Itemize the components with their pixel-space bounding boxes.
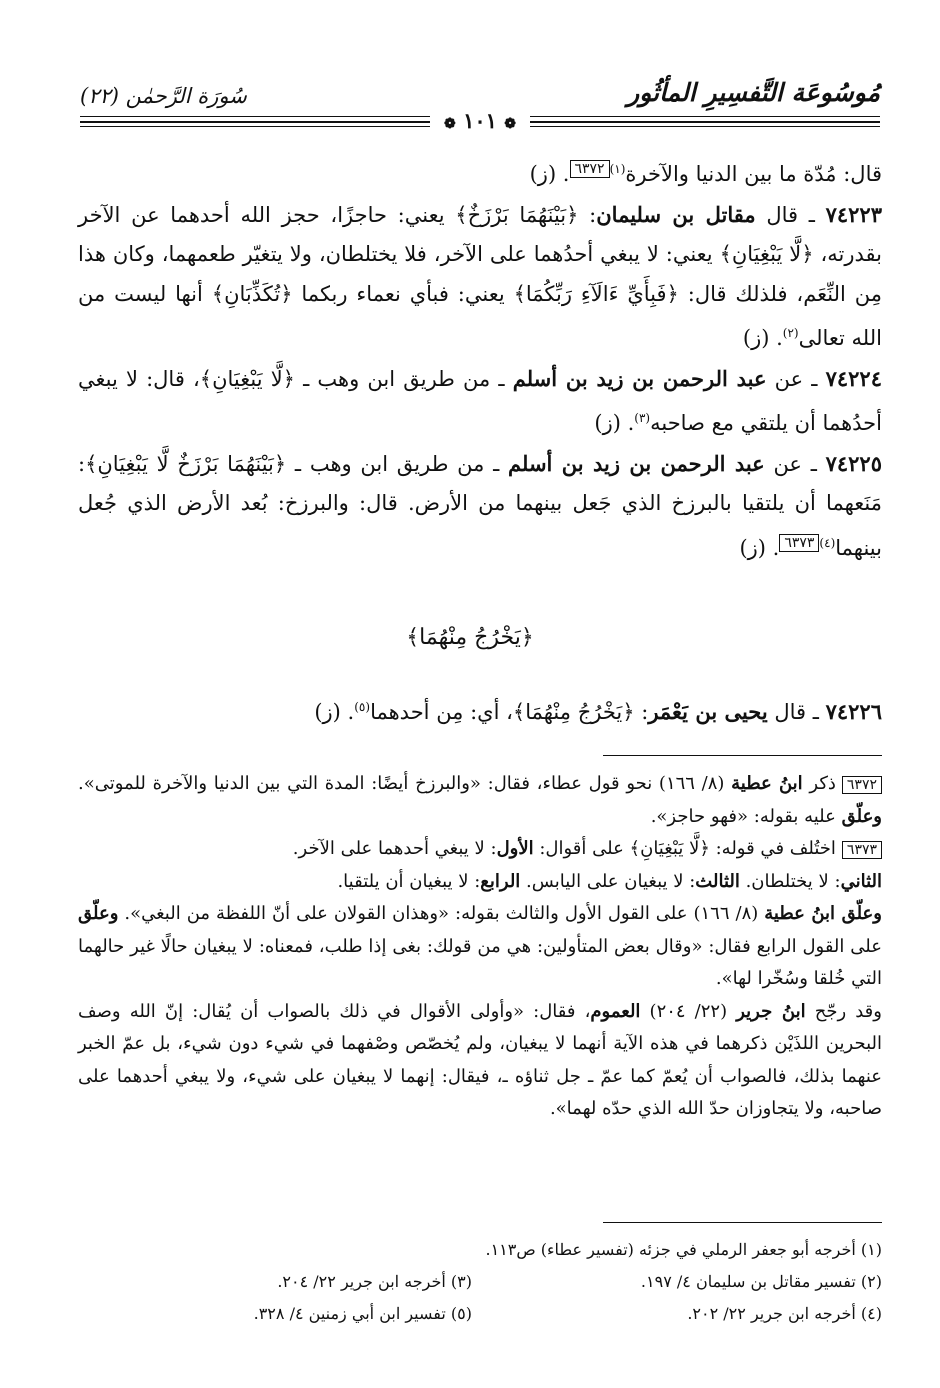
comment-line (78, 898, 882, 996)
bold-term: الرابع (480, 870, 521, 892)
quran-quote: ﴿لَّا يَبْغِيَانِ﴾ (719, 242, 814, 266)
text: : لا يختلطان. (739, 870, 841, 892)
text: . (ز) (314, 700, 355, 724)
narration-number: ٧٤٢٢٣ (825, 201, 882, 227)
comment-ref-box: ٦٣٧٢ (570, 160, 610, 178)
comment-line (78, 866, 882, 899)
narrator-name: عبد الرحمن بن زيد بن أسلم (508, 450, 765, 476)
quran-quote: ﴿يَخْرُجُ مِنْهُمَا﴾ (512, 700, 635, 724)
footnote-marker: (٥) (354, 700, 371, 714)
commentary-notes (78, 768, 882, 1126)
comment-ref-box: ٦٣٧٣ (779, 534, 819, 552)
text: : (578, 202, 597, 227)
footnote-1: (١) أخرجه أبو جعفر الرملي في جزئه (تفسير عطاء) ص١١٣. (485, 1240, 882, 1259)
footnote-marker: (٤) (819, 535, 836, 550)
section-heading: ﴿يَخْرُجُ مِنْهُمَا﴾ (406, 625, 534, 650)
text: : مَنَعهما أن يلتقيا بالبرزخ الذي جَعل بينهما من الأرض. قال: والبرزخ: بُعد الأرض الذي جُعل بينهما (78, 451, 882, 560)
text: (٨/ ١٦٦) على القول الأول والثالث بقوله: «وهذان القولان على أنّ اللفظة من البغي». (118, 903, 765, 924)
text: ـ من طريق ابن وهب ـ (294, 366, 513, 391)
footnote-4: (٤) أخرجه ابن جرير ٢٢/ ٢٠٢. (687, 1304, 882, 1323)
footnote-marker: (٢) (782, 326, 799, 340)
footnote-2: (٢) تفسير مقاتل بن سليمان ٤/ ١٩٧. (640, 1272, 882, 1291)
text: يعني: فبأي نعماء ربكما (292, 281, 514, 306)
text: : لا يبغي أحدهما على الآخر. (292, 838, 497, 859)
comment-6372 (78, 768, 882, 833)
text: ذكر (802, 773, 836, 794)
footnote-marker: (٣) (634, 411, 651, 425)
text: ، أي: مِن أحدهما (370, 700, 513, 724)
footnote-marker: (١) (609, 162, 626, 176)
bold-term: الثالث (695, 870, 740, 892)
narration-number: ٧٤٢٢٤ (825, 365, 882, 391)
text: عليه بقوله: «فهو حاجز». (650, 805, 842, 827)
text: : لا يبغيان أن يلتقيا. (337, 870, 481, 892)
text: (٨/ ١٦٦) نحو قول عطاء، فقال: «والبرزخ أيضًا: المدة التي بين الدنيا والآخرة للموتى». (78, 773, 732, 794)
ornament-icon: ❁ (504, 116, 516, 132)
narration-74225 (78, 444, 882, 569)
text: على أقوال: (533, 838, 630, 859)
text: اختُلف في قوله: (709, 838, 836, 859)
page-number: ١٠١ (463, 108, 497, 133)
text: : لا يبغيان على اليابس. (520, 870, 696, 892)
comment-line (78, 996, 882, 1126)
narration-74226 (78, 688, 882, 732)
bold-term: وعلّق (78, 903, 119, 924)
quran-quote: ﴿بَيْنَهُمَا بَرْزَخٌ لَّا يَبْغِيَانِ﴾ (85, 451, 287, 476)
quran-quote: ﴿بَيْنَهُمَا بَرْزَخٌ﴾ (455, 202, 579, 227)
text: ـ قال (755, 202, 826, 227)
quran-quote: ﴿تُكَذِّبَانِ﴾ (211, 281, 293, 306)
bold-term: العموم (590, 1000, 641, 1022)
text: ـ قال (767, 700, 826, 724)
footnotes-separator (603, 1222, 882, 1223)
quran-quote: ﴿فَبِأَيِّ ءَالَآءِ رَبِّكُمَا﴾ (513, 281, 679, 306)
narrator-name: يحيى بن يَعْمَر (648, 699, 768, 724)
surah-title: سُورَة الرَّحمٰن (٢٢) (80, 84, 247, 108)
bold-term: وعلّق (841, 805, 882, 827)
text: : (634, 700, 649, 724)
text: ـ عن (766, 366, 826, 391)
text: . (ز) (529, 162, 570, 186)
comment-ref-box: ٦٣٧٣ (842, 841, 882, 859)
comment-ref-box: ٦٣٧٢ (842, 776, 882, 794)
text: (٢٢/ ٢٠٤) (640, 1000, 737, 1022)
text: على القول الرابع فقال: «وقال بعض المتأولين: هي من قولك: بغى إذا طلب، فمعناه: لا يبغيان حالًا غير حالهما التي خُلقا وسُخّرا لها». (78, 935, 882, 989)
quran-quote: ﴿لَّا يَبْغِيَانِ﴾ (199, 366, 295, 391)
text: وقد رجّح (805, 1000, 882, 1022)
bold-term: وعلّق ابنُ عطية (764, 903, 882, 924)
bold-term: الثاني (840, 870, 882, 892)
text: . (ز) (739, 535, 780, 560)
narration-74224 (78, 359, 882, 444)
book-title: مُوسُوعَة التَّفسِيرِ المأثُور (627, 78, 880, 107)
paragraph-continuation (78, 150, 882, 195)
main-text (78, 150, 882, 568)
narration-74223 (78, 195, 882, 359)
scholar-name: ابنُ جرير (736, 1000, 806, 1022)
ornament-icon: ❁ (444, 116, 456, 132)
text: . (ز) (594, 411, 635, 435)
narrator-name: مقاتل بن سليمان (596, 201, 756, 227)
quran-quote: ﴿لَّا يَبْغِيَانِ﴾ (629, 838, 710, 859)
comments-separator (603, 755, 882, 756)
text: يعني: لا يبغي أحدُهما على الآخر، فلا يختلطان، ولا يتغيّر طعمهما، وكان هذا مِن النِّعَم، فلذلك قال: (78, 242, 883, 306)
text: قال: مُدّة ما بين الدنيا والآخرة (625, 162, 882, 186)
bold-term: الأول (496, 838, 534, 859)
narration-number: ٧٤٢٢٥ (825, 450, 882, 476)
text: ، قال: لا يبغي أحدُهما أن يلتقي مع صاحبه (78, 366, 882, 435)
text: . (ز) (742, 326, 783, 350)
page-number-box (430, 108, 530, 136)
text: ـ من طريق ابن وهب ـ (286, 451, 509, 476)
narration-number: ٧٤٢٢٦ (825, 699, 882, 724)
text: ، فقال: «وأولى الأقوال في ذلك بالصواب أن يُقال: إنّ الله وصف البحرين اللذَيْن ذكرهما في هذه الآية أنهما لا يبغيان، ولم يُخصّص وصْفهما في شيء دون شيء، بل عمّ الخبر عنهما بذلك، فالصواب أن يُعمّ كما عمّ ـ جل ثناؤه ـ، فيقال: إنهما لا يبغيان على شيء، ولا يبغي أحدهما على صاحبه، ولا يتجاوزان حدّ الله الذي حدّه لهما». (78, 1000, 882, 1119)
text: ـ عن (764, 451, 826, 476)
footnote-5: (٥) تفسير ابن أبي زمنين ٤/ ٣٢٨. (253, 1304, 472, 1323)
comment-6373 (78, 833, 882, 866)
scholar-name: ابنُ عطية (731, 773, 803, 794)
text: يعني: حاجزًا، حجز الله أحدهما عن الآخر بقدرته، (78, 202, 882, 266)
text: أنها ليست من الله تعالى (78, 281, 882, 350)
footnote-3: (٣) أخرجه ابن جرير ٢٢/ ٢٠٤. (277, 1272, 472, 1291)
narrator-name: عبد الرحمن بن زيد بن أسلم (512, 365, 767, 391)
